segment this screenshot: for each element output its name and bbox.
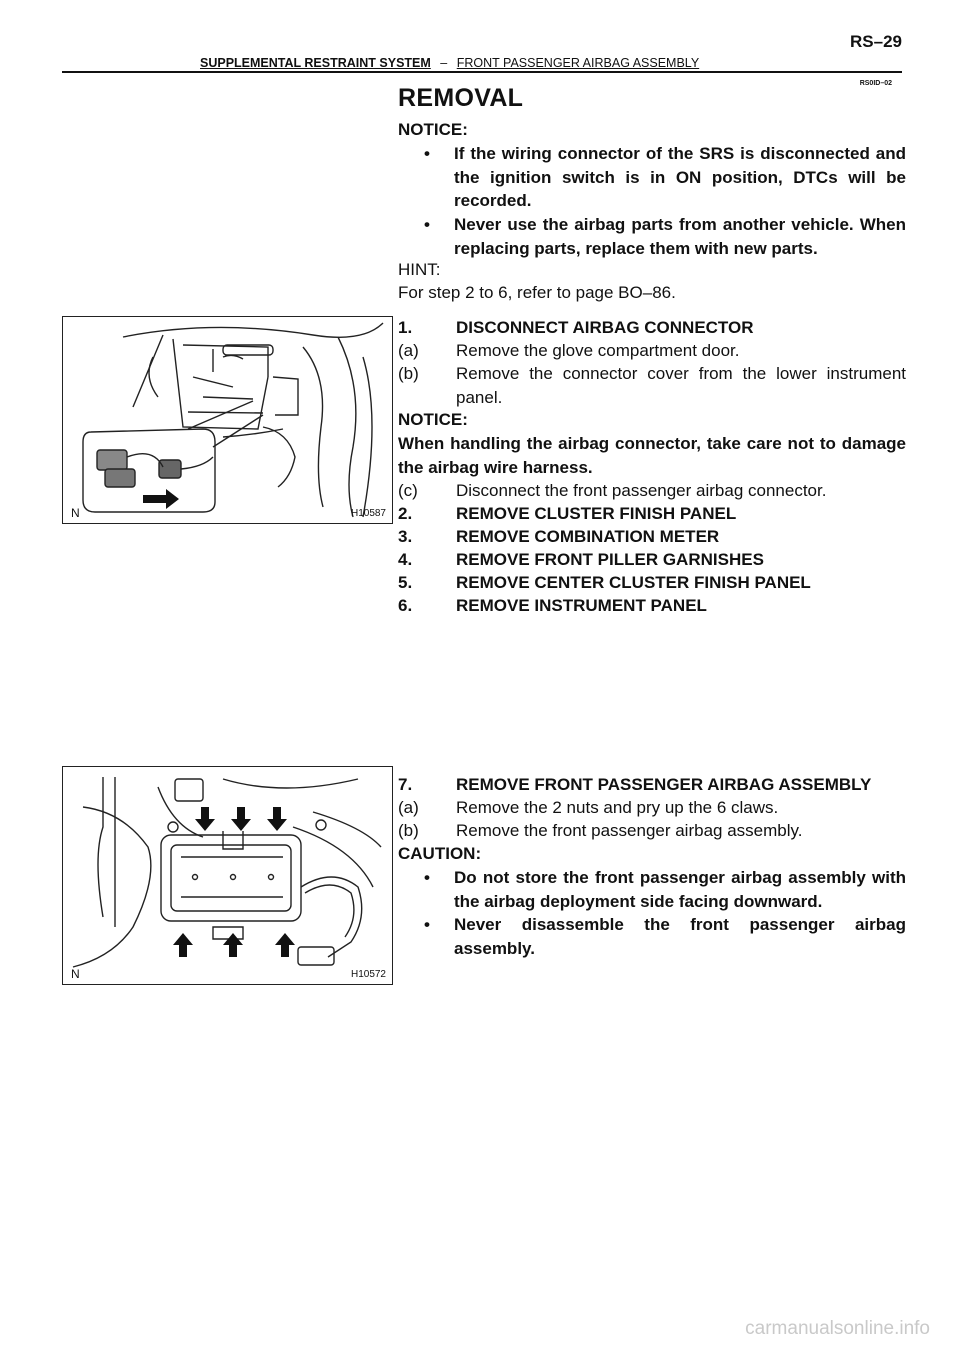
step-title: REMOVE CENTER CLUSTER FINISH PANEL <box>456 573 811 592</box>
notice-bullet-text: Never use the airbag parts from another vehicle. When replacing parts, replace them with new parts. <box>454 215 906 258</box>
substep-label: (c) <box>398 481 418 500</box>
substep-text: Remove the front passenger airbag assembly. <box>456 821 803 840</box>
step-number: 3. <box>398 527 413 546</box>
page-number: RS–29 <box>850 32 902 51</box>
substep <box>398 339 906 363</box>
notice-label: NOTICE: <box>398 410 468 429</box>
step-number: 7. <box>398 775 413 794</box>
substep-text: Remove the 2 nuts and pry up the 6 claws. <box>456 798 779 817</box>
airbag-assembly-illustration <box>62 766 393 985</box>
figure-letter: N <box>71 506 80 520</box>
step-heading <box>398 571 906 595</box>
substep-label: (a) <box>398 341 419 360</box>
substep-label: (b) <box>398 821 419 840</box>
bullet-dot: • <box>424 144 430 163</box>
header-subsection: FRONT PASSENGER AIRBAG ASSEMBLY <box>456 56 700 70</box>
step-heading <box>398 594 906 618</box>
step-title: REMOVE INSTRUMENT PANEL <box>456 596 707 615</box>
step-number: 4. <box>398 550 413 569</box>
running-header <box>200 56 699 70</box>
caution-bullet-text: Do not store the front passenger airbag assembly with the airbag deployment side facing downward. <box>454 868 906 911</box>
substep-label: (b) <box>398 364 419 383</box>
bullet-dot: • <box>424 868 430 887</box>
step-title: REMOVE CLUSTER FINISH PANEL <box>456 504 737 523</box>
step-title: REMOVE FRONT PILLER GARNISHES <box>456 550 764 569</box>
substep-text: Remove the connector cover from the lower instrument panel. <box>456 364 906 407</box>
step-heading <box>398 525 906 549</box>
step-title: REMOVE COMBINATION METER <box>456 527 720 546</box>
substep <box>398 479 906 503</box>
notice-bullet <box>398 213 906 261</box>
header-separator: – <box>440 56 448 70</box>
caution-label: CAUTION: <box>398 844 482 863</box>
substep-text: Disconnect the front passenger airbag connector. <box>456 481 827 500</box>
step-title: REMOVE FRONT PASSENGER AIRBAG ASSEMBLY <box>456 775 872 794</box>
step-heading <box>398 773 906 797</box>
airbag-removal-drawing <box>63 767 392 984</box>
step-number: 2. <box>398 504 413 523</box>
figure-code: H10587 <box>350 508 386 519</box>
figure-letter: N <box>71 967 80 981</box>
notice-text: When handling the airbag connector, take care not to damage the airbag wire harness. <box>398 434 906 477</box>
step-number: 6. <box>398 596 413 615</box>
bullet-dot: • <box>424 215 430 234</box>
caution-bullet-text: Never disassemble the front passenger airbag assembly. <box>454 915 906 958</box>
header-rule <box>62 71 902 73</box>
notice-bullet-text: If the wiring connector of the SRS is disconnected and the ignition switch is in ON position, DTCs will be recorded. <box>454 144 906 210</box>
caution-bullet <box>398 866 906 914</box>
document-code: RS0ID–02 <box>859 80 892 87</box>
notice-label: NOTICE: <box>398 120 468 139</box>
notice-bullet <box>398 142 906 214</box>
substep <box>398 362 906 410</box>
bullet-dot: • <box>424 915 430 934</box>
substep <box>398 819 906 843</box>
hint-text: For step 2 to 6, refer to page BO–86. <box>398 283 676 302</box>
step-heading <box>398 502 906 526</box>
figure-code: H10572 <box>350 969 386 980</box>
substep <box>398 796 906 820</box>
step-heading <box>398 316 906 340</box>
caution-bullet <box>398 913 906 961</box>
step-heading <box>398 548 906 572</box>
site-watermark: carmanualsonline.info <box>745 1318 930 1339</box>
substep-label: (a) <box>398 798 419 817</box>
dashboard-connector-drawing <box>63 317 392 523</box>
substep-text: Remove the glove compartment door. <box>456 341 740 360</box>
page-title: REMOVAL <box>398 84 524 112</box>
header-section: SUPPLEMENTAL RESTRAINT SYSTEM <box>200 56 431 70</box>
hint-label: HINT: <box>398 260 441 279</box>
connector-illustration <box>62 316 393 524</box>
step-number: 1. <box>398 318 413 337</box>
step-number: 5. <box>398 573 413 592</box>
step-title: DISCONNECT AIRBAG CONNECTOR <box>456 318 754 337</box>
